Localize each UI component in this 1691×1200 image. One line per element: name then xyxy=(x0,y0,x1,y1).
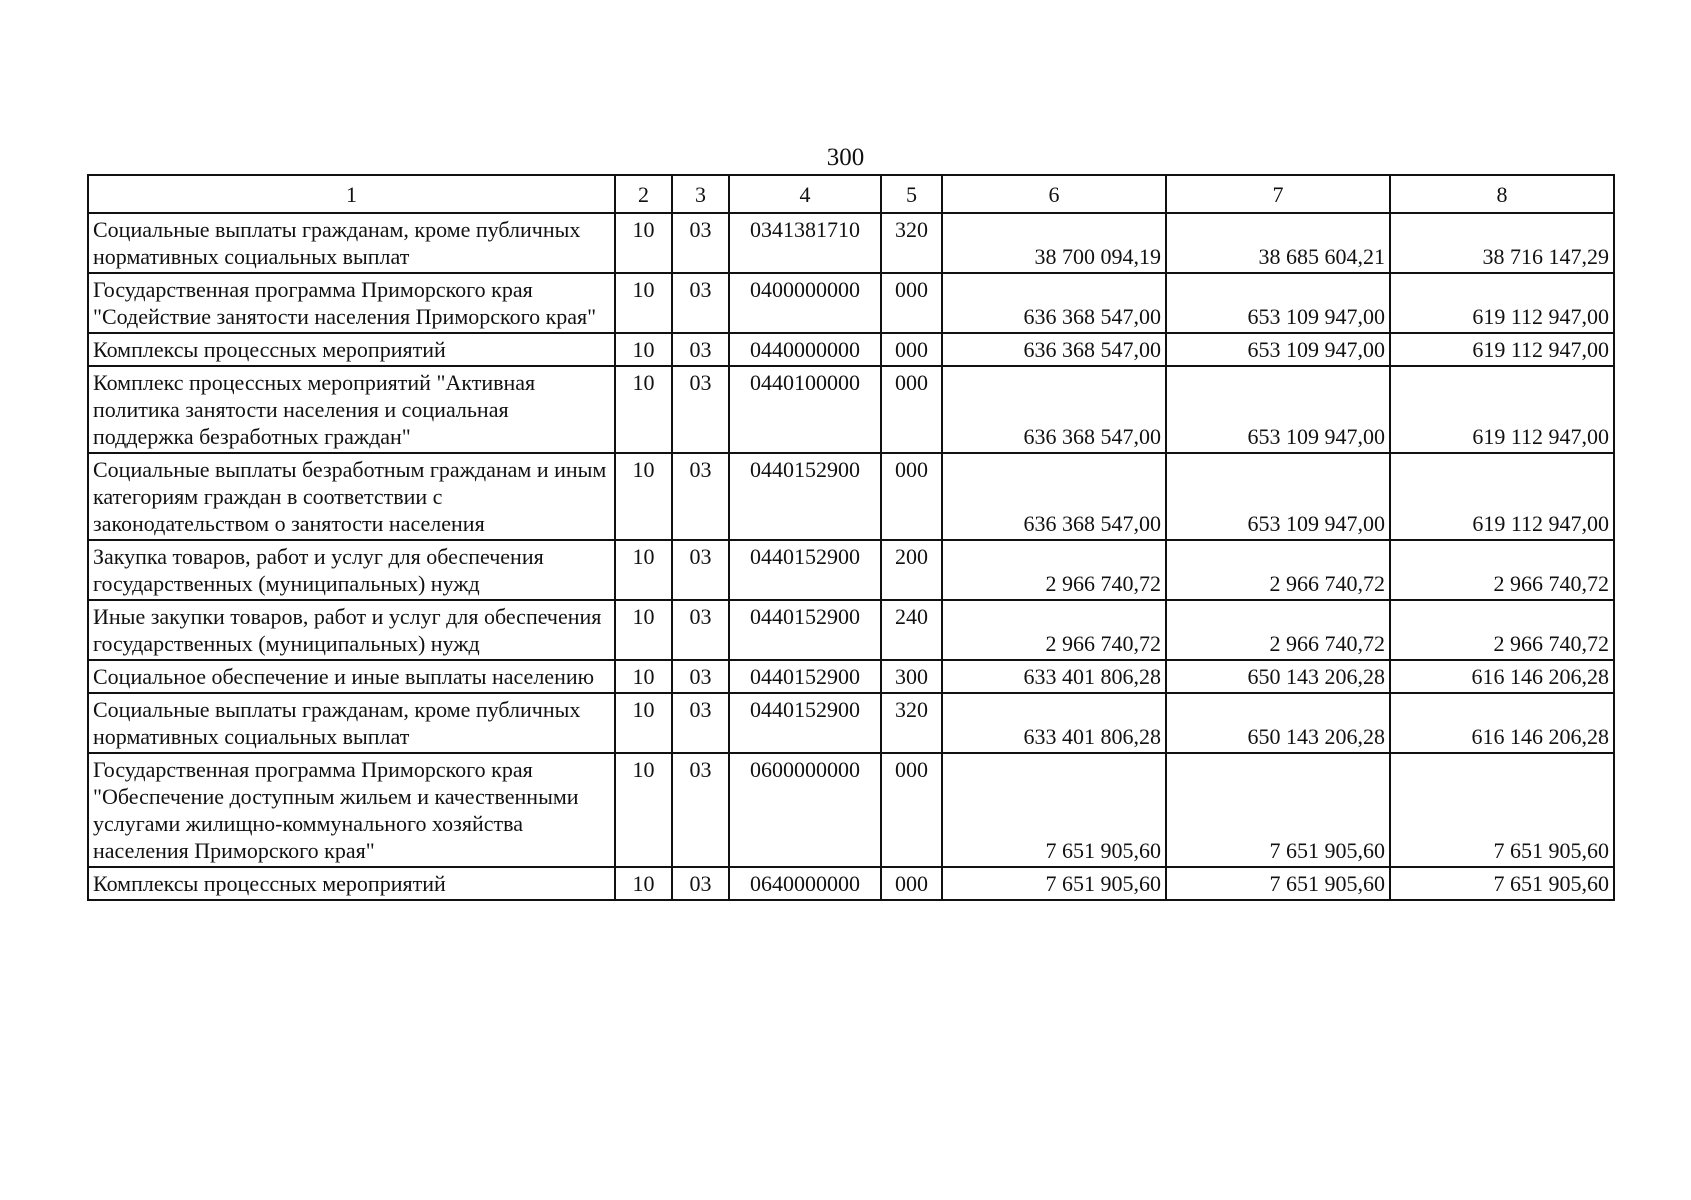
amount-cell-7: 2 966 740,72 xyxy=(1166,540,1390,600)
column-header: 8 xyxy=(1390,175,1614,213)
subsection-code-cell: 03 xyxy=(672,660,729,693)
page-number: 300 xyxy=(826,144,865,171)
subsection-code-cell: 03 xyxy=(672,540,729,600)
amount-cell-8: 7 651 905,60 xyxy=(1390,867,1614,900)
amount-cell-8: 619 112 947,00 xyxy=(1390,333,1614,366)
amount-cell-6: 38 700 094,19 xyxy=(942,213,1166,273)
amount-cell-6: 2 966 740,72 xyxy=(942,600,1166,660)
section-code-cell: 10 xyxy=(615,867,672,900)
expense-type-cell: 000 xyxy=(881,453,942,540)
table-row xyxy=(88,213,1614,273)
table-row xyxy=(88,600,1614,660)
column-header: 1 xyxy=(88,175,615,213)
amount-cell-8: 38 716 147,29 xyxy=(1390,213,1614,273)
amount-cell-8: 619 112 947,00 xyxy=(1390,453,1614,540)
amount-cell-8: 7 651 905,60 xyxy=(1390,753,1614,867)
expense-type-cell: 000 xyxy=(881,333,942,366)
expense-type-cell: 240 xyxy=(881,600,942,660)
expense-type-cell: 000 xyxy=(881,867,942,900)
amount-cell-7: 38 685 604,21 xyxy=(1166,213,1390,273)
section-code-cell: 10 xyxy=(615,453,672,540)
subsection-code-cell: 03 xyxy=(672,600,729,660)
amount-cell-8: 616 146 206,28 xyxy=(1390,660,1614,693)
budget-table xyxy=(87,174,1615,901)
amount-cell-7: 653 109 947,00 xyxy=(1166,366,1390,453)
amount-cell-6: 7 651 905,60 xyxy=(942,867,1166,900)
subsection-code-cell: 03 xyxy=(672,867,729,900)
amount-cell-7: 7 651 905,60 xyxy=(1166,753,1390,867)
expense-type-cell: 000 xyxy=(881,366,942,453)
expense-type-cell: 200 xyxy=(881,540,942,600)
subsection-code-cell: 03 xyxy=(672,693,729,753)
amount-cell-7: 7 651 905,60 xyxy=(1166,867,1390,900)
amount-cell-8: 619 112 947,00 xyxy=(1390,273,1614,333)
row-name-cell: Государственная программа Приморского края "Обеспечение доступным жильем и качественными услугами жилищно-коммунального хозяйства населения Приморского края" xyxy=(88,753,615,867)
amount-cell-8: 2 966 740,72 xyxy=(1390,600,1614,660)
table-row xyxy=(88,273,1614,333)
amount-cell-8: 619 112 947,00 xyxy=(1390,366,1614,453)
target-article-cell: 0440100000 xyxy=(729,366,881,453)
section-code-cell: 10 xyxy=(615,540,672,600)
subsection-code-cell: 03 xyxy=(672,273,729,333)
amount-cell-7: 653 109 947,00 xyxy=(1166,333,1390,366)
table-row xyxy=(88,693,1614,753)
row-name-cell: Комплекс процессных мероприятий "Активная политика занятости населения и социальная поддержка безработных граждан" xyxy=(88,366,615,453)
table-row xyxy=(88,333,1614,366)
section-code-cell: 10 xyxy=(615,753,672,867)
row-name-cell: Комплексы процессных мероприятий xyxy=(88,333,615,366)
subsection-code-cell: 03 xyxy=(672,453,729,540)
target-article-cell: 0440152900 xyxy=(729,453,881,540)
target-article-cell: 0341381710 xyxy=(729,213,881,273)
column-header: 5 xyxy=(881,175,942,213)
target-article-cell: 0400000000 xyxy=(729,273,881,333)
row-name-cell: Закупка товаров, работ и услуг для обеспечения государственных (муниципальных) нужд xyxy=(88,540,615,600)
expense-type-cell: 320 xyxy=(881,213,942,273)
target-article-cell: 0440152900 xyxy=(729,600,881,660)
row-name-cell: Социальные выплаты безработным гражданам и иным категориям граждан в соответствии с законодательством о занятости населения xyxy=(88,453,615,540)
section-code-cell: 10 xyxy=(615,213,672,273)
amount-cell-7: 650 143 206,28 xyxy=(1166,693,1390,753)
target-article-cell: 0440152900 xyxy=(729,660,881,693)
amount-cell-8: 2 966 740,72 xyxy=(1390,540,1614,600)
column-header: 3 xyxy=(672,175,729,213)
section-code-cell: 10 xyxy=(615,366,672,453)
amount-cell-7: 2 966 740,72 xyxy=(1166,600,1390,660)
amount-cell-7: 653 109 947,00 xyxy=(1166,273,1390,333)
subsection-code-cell: 03 xyxy=(672,366,729,453)
table-row xyxy=(88,366,1614,453)
subsection-code-cell: 03 xyxy=(672,333,729,366)
expense-type-cell: 300 xyxy=(881,660,942,693)
table-row xyxy=(88,867,1614,900)
amount-cell-7: 653 109 947,00 xyxy=(1166,453,1390,540)
row-name-cell: Государственная программа Приморского края "Содействие занятости населения Приморского края" xyxy=(88,273,615,333)
amount-cell-6: 636 368 547,00 xyxy=(942,333,1166,366)
target-article-cell: 0640000000 xyxy=(729,867,881,900)
table-row xyxy=(88,453,1614,540)
section-code-cell: 10 xyxy=(615,660,672,693)
subsection-code-cell: 03 xyxy=(672,753,729,867)
target-article-cell: 0440152900 xyxy=(729,693,881,753)
amount-cell-6: 7 651 905,60 xyxy=(942,753,1166,867)
subsection-code-cell: 03 xyxy=(672,213,729,273)
section-code-cell: 10 xyxy=(615,600,672,660)
row-name-cell: Социальное обеспечение и иные выплаты населению xyxy=(88,660,615,693)
table-row xyxy=(88,660,1614,693)
table-row xyxy=(88,753,1614,867)
target-article-cell: 0440000000 xyxy=(729,333,881,366)
row-name-cell: Социальные выплаты гражданам, кроме публичных нормативных социальных выплат xyxy=(88,693,615,753)
amount-cell-6: 636 368 547,00 xyxy=(942,366,1166,453)
section-code-cell: 10 xyxy=(615,693,672,753)
amount-cell-7: 650 143 206,28 xyxy=(1166,660,1390,693)
column-header: 7 xyxy=(1166,175,1390,213)
target-article-cell: 0600000000 xyxy=(729,753,881,867)
amount-cell-6: 636 368 547,00 xyxy=(942,453,1166,540)
target-article-cell: 0440152900 xyxy=(729,540,881,600)
amount-cell-8: 616 146 206,28 xyxy=(1390,693,1614,753)
header-row xyxy=(88,175,1614,213)
row-name-cell: Социальные выплаты гражданам, кроме публичных нормативных социальных выплат xyxy=(88,213,615,273)
column-header: 6 xyxy=(942,175,1166,213)
column-header: 4 xyxy=(729,175,881,213)
expense-type-cell: 000 xyxy=(881,273,942,333)
amount-cell-6: 636 368 547,00 xyxy=(942,273,1166,333)
amount-cell-6: 2 966 740,72 xyxy=(942,540,1166,600)
expense-type-cell: 320 xyxy=(881,693,942,753)
table-row xyxy=(88,540,1614,600)
column-header: 2 xyxy=(615,175,672,213)
row-name-cell: Комплексы процессных мероприятий xyxy=(88,867,615,900)
row-name-cell: Иные закупки товаров, работ и услуг для обеспечения государственных (муниципальных) нужд xyxy=(88,600,615,660)
amount-cell-6: 633 401 806,28 xyxy=(942,693,1166,753)
amount-cell-6: 633 401 806,28 xyxy=(942,660,1166,693)
section-code-cell: 10 xyxy=(615,333,672,366)
table-body xyxy=(88,213,1614,900)
section-code-cell: 10 xyxy=(615,273,672,333)
expense-type-cell: 000 xyxy=(881,753,942,867)
